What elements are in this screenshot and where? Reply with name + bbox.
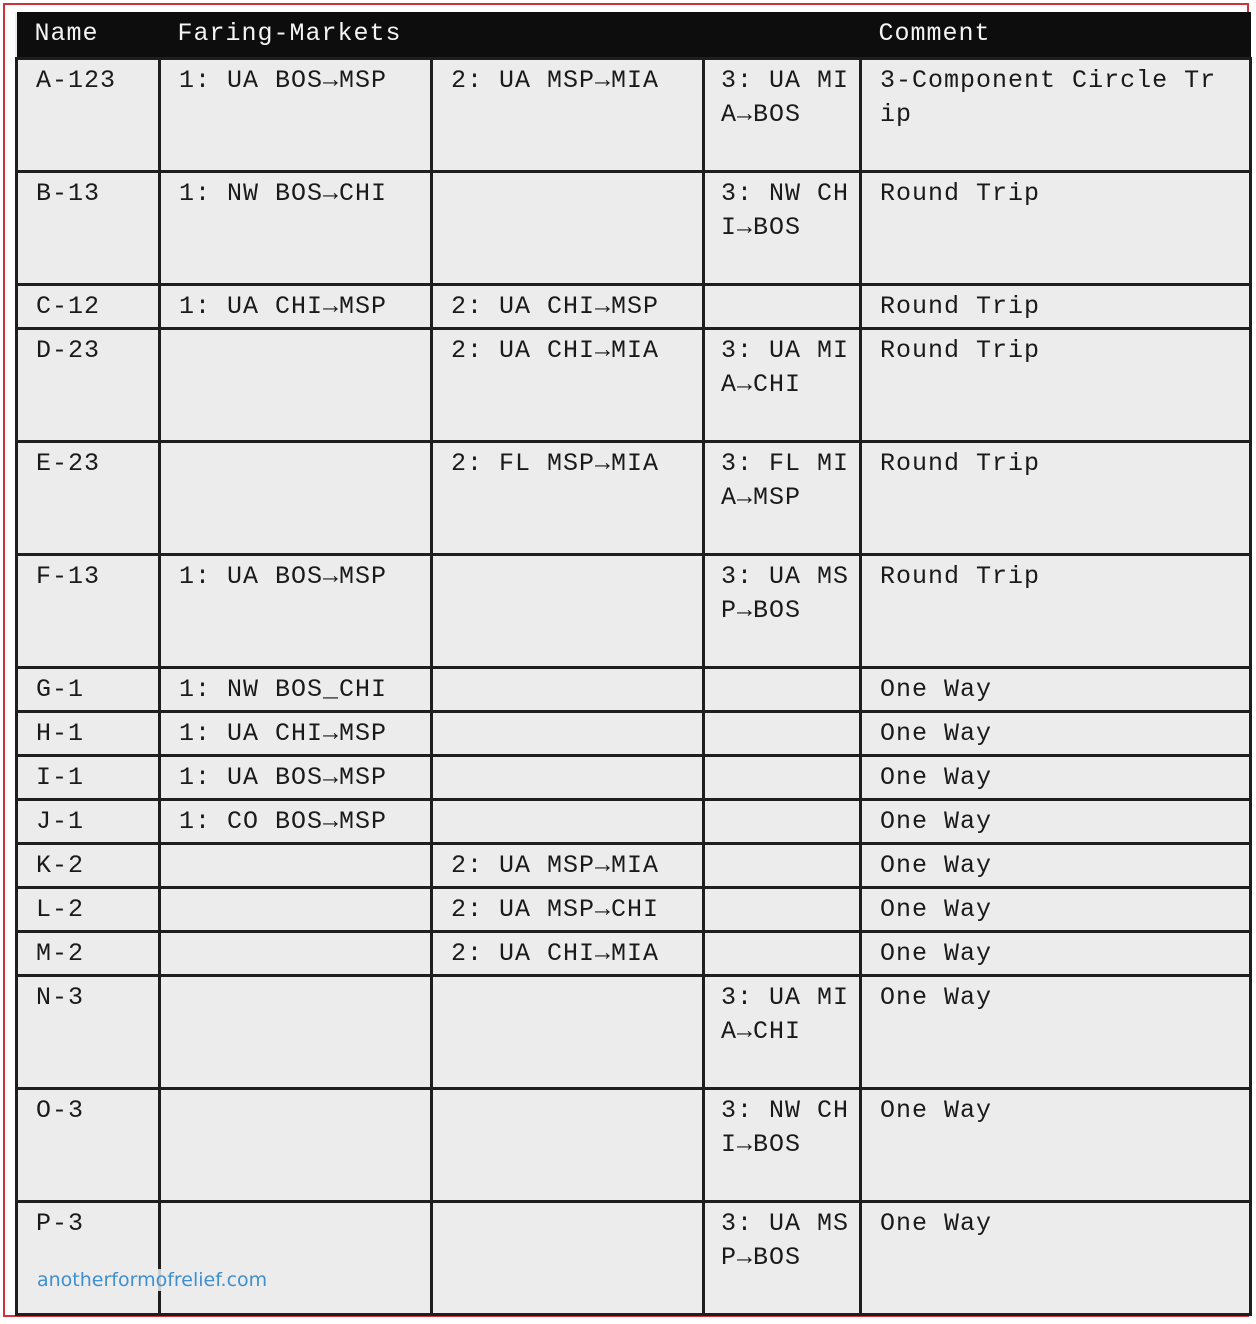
cell-market-3: 3: UA MIA→CHI xyxy=(704,328,861,441)
cell-market-2: 2: UA CHI→MSP xyxy=(432,284,704,328)
cell-name: K-2 xyxy=(17,843,160,887)
cell-comment: One Way xyxy=(861,799,1251,843)
cell-market-1: 1: UA CHI→MSP xyxy=(160,284,432,328)
cell-market-2 xyxy=(432,171,704,284)
cell-comment: One Way xyxy=(861,755,1251,799)
cell-market-1: 1: UA BOS→MSP xyxy=(160,755,432,799)
table-row xyxy=(17,441,1251,554)
document-sheet xyxy=(15,12,1249,1316)
cell-name: C-12 xyxy=(17,284,160,328)
cell-market-2 xyxy=(432,975,704,1088)
cell-comment: One Way xyxy=(861,711,1251,755)
cell-market-2 xyxy=(432,1201,704,1314)
cell-name: I-1 xyxy=(17,755,160,799)
table-row xyxy=(17,975,1251,1088)
cell-market-2 xyxy=(432,711,704,755)
cell-name: D-23 xyxy=(17,328,160,441)
table-body xyxy=(17,58,1251,1314)
cell-market-3: 3: UA MSP→BOS xyxy=(704,1201,861,1314)
cell-market-1 xyxy=(160,931,432,975)
cell-market-2: 2: UA MSP→MIA xyxy=(432,58,704,171)
cell-market-3: 3: UA MIA→BOS xyxy=(704,58,861,171)
header-name: Name xyxy=(17,12,160,58)
cell-market-3 xyxy=(704,843,861,887)
header-faring-markets: Faring-Markets xyxy=(160,12,861,58)
table-row xyxy=(17,171,1251,284)
cell-name: N-3 xyxy=(17,975,160,1088)
cell-market-3: 3: UA MIA→CHI xyxy=(704,975,861,1088)
cell-comment: One Way xyxy=(861,1088,1251,1201)
cell-market-3: 3: UA MSP→BOS xyxy=(704,554,861,667)
cell-market-3 xyxy=(704,799,861,843)
cell-name: J-1 xyxy=(17,799,160,843)
cell-market-1: 1: UA CHI→MSP xyxy=(160,711,432,755)
table-row xyxy=(17,1088,1251,1201)
cell-market-1 xyxy=(160,1201,432,1314)
cell-market-3 xyxy=(704,284,861,328)
cell-market-2: 2: UA CHI→MIA xyxy=(432,931,704,975)
cell-market-3: 3: NW CHI→BOS xyxy=(704,171,861,284)
cell-market-2: 2: UA MSP→CHI xyxy=(432,887,704,931)
cell-name: P-3 xyxy=(17,1201,160,1314)
table-row xyxy=(17,58,1251,171)
cell-market-3: 3: NW CHI→BOS xyxy=(704,1088,861,1201)
cell-name: O-3 xyxy=(17,1088,160,1201)
cell-market-3 xyxy=(704,667,861,711)
cell-market-1: 1: NW BOS→CHI xyxy=(160,171,432,284)
cell-market-2 xyxy=(432,1088,704,1201)
cell-market-3 xyxy=(704,931,861,975)
cell-comment: Round Trip xyxy=(861,171,1251,284)
cell-comment: Round Trip xyxy=(861,554,1251,667)
header-comment: Comment xyxy=(861,12,1251,58)
cell-market-2: 2: UA MSP→MIA xyxy=(432,843,704,887)
cell-market-1: 1: NW BOS_CHI xyxy=(160,667,432,711)
cell-comment: One Way xyxy=(861,887,1251,931)
image-frame xyxy=(3,3,1249,1317)
cell-comment: Round Trip xyxy=(861,284,1251,328)
cell-comment: Round Trip xyxy=(861,441,1251,554)
cell-market-1 xyxy=(160,887,432,931)
cell-market-1 xyxy=(160,843,432,887)
cell-name: B-13 xyxy=(17,171,160,284)
cell-name: H-1 xyxy=(17,711,160,755)
cell-market-1: 1: UA BOS→MSP xyxy=(160,58,432,171)
table-header-row xyxy=(17,12,1251,58)
cell-market-2 xyxy=(432,799,704,843)
table-row xyxy=(17,1201,1251,1314)
cell-market-1: 1: CO BOS→MSP xyxy=(160,799,432,843)
cell-market-1 xyxy=(160,975,432,1088)
cell-market-1 xyxy=(160,1088,432,1201)
cell-market-1 xyxy=(160,328,432,441)
cell-comment: One Way xyxy=(861,843,1251,887)
faring-markets-table xyxy=(15,12,1252,1316)
cell-market-3 xyxy=(704,711,861,755)
cell-market-3 xyxy=(704,755,861,799)
cell-comment: Round Trip xyxy=(861,328,1251,441)
cell-comment: One Way xyxy=(861,1201,1251,1314)
cell-market-3: 3: FL MIA→MSP xyxy=(704,441,861,554)
table-row xyxy=(17,711,1251,755)
cell-market-2: 2: UA CHI→MIA xyxy=(432,328,704,441)
cell-name: F-13 xyxy=(17,554,160,667)
table-row xyxy=(17,931,1251,975)
watermark-text: anotherformofrelief.com xyxy=(37,1269,268,1291)
table-row xyxy=(17,887,1251,931)
cell-name: G-1 xyxy=(17,667,160,711)
cell-market-2 xyxy=(432,755,704,799)
cell-name: E-23 xyxy=(17,441,160,554)
cell-comment: 3-Component Circle Trip xyxy=(861,58,1251,171)
table-row xyxy=(17,284,1251,328)
cell-comment: One Way xyxy=(861,931,1251,975)
cell-market-2 xyxy=(432,554,704,667)
table-row xyxy=(17,554,1251,667)
cell-market-2: 2: FL MSP→MIA xyxy=(432,441,704,554)
table-row xyxy=(17,328,1251,441)
cell-market-3 xyxy=(704,887,861,931)
table-row xyxy=(17,843,1251,887)
table-row xyxy=(17,667,1251,711)
cell-comment: One Way xyxy=(861,667,1251,711)
cell-name: M-2 xyxy=(17,931,160,975)
table-row xyxy=(17,799,1251,843)
cell-name: A-123 xyxy=(17,58,160,171)
table-row xyxy=(17,755,1251,799)
cell-market-1 xyxy=(160,441,432,554)
cell-comment: One Way xyxy=(861,975,1251,1088)
cell-name: L-2 xyxy=(17,887,160,931)
cell-market-1: 1: UA BOS→MSP xyxy=(160,554,432,667)
cell-market-2 xyxy=(432,667,704,711)
